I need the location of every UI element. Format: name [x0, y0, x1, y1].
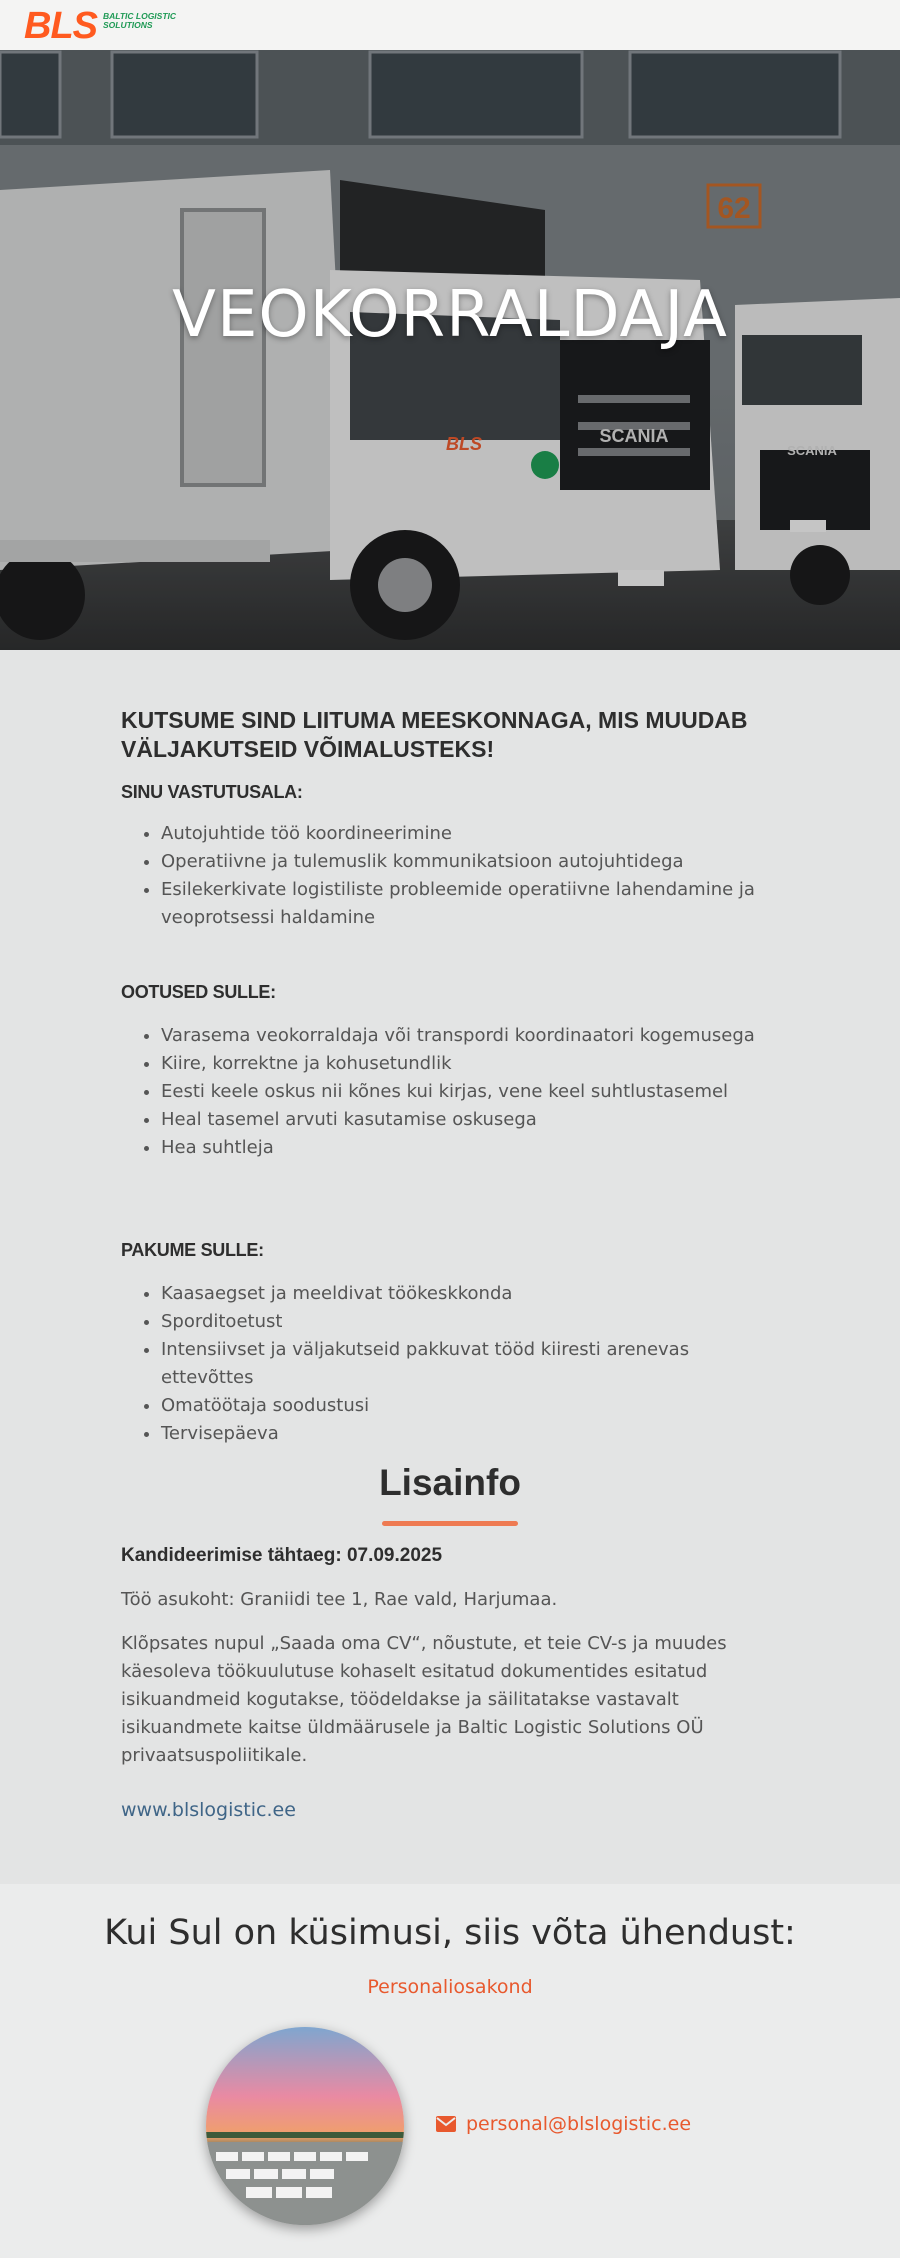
application-deadline: Kandideerimise tähtaeg: 07.09.2025 [121, 1545, 443, 1566]
list-item: • Operatiivne ja tulemuslik kommunikatsioon autojuhtidega [161, 848, 781, 876]
contact-email-link[interactable] [436, 2113, 691, 2135]
logo-mark: BLS [24, 5, 97, 47]
work-location: Töö asukoht: Graniidi tee 1, Rae vald, Harjumaa. [121, 1589, 558, 1610]
expectations-list [121, 1022, 781, 1162]
responsibilities-list [121, 820, 781, 932]
contact-email-text: personal@blslogistic.ee [466, 2113, 692, 2135]
list-item: • Kiire, korrektne ja kohusetundlik [161, 1050, 781, 1078]
logo-subtitle [103, 12, 176, 30]
aerial-terminal-image [206, 2027, 404, 2225]
contact-department: Personaliosakond [367, 1976, 533, 1998]
section-title-offer: PAKUME SULLE: [121, 1240, 264, 1260]
logo-subtitle-line1: BALTIC LOGISTIC [103, 11, 177, 21]
svg-text:SCANIA: SCANIA [787, 443, 837, 458]
list-item: • Intensiivset ja väljakutseid pakkuvat tööd kiiresti arenevas ettevõttes [161, 1336, 781, 1392]
svg-text:62: 62 [717, 192, 751, 225]
list-item: • Hea suhtleja [161, 1134, 781, 1162]
list-item: • Varasema veokorraldaja või transpordi koordinaatori kogemusega [161, 1022, 781, 1050]
info-title-underline [382, 1521, 518, 1526]
hero-banner [0, 50, 900, 650]
section-title-expectations: OOTUSED SULLE: [121, 982, 276, 1002]
envelope-icon [436, 2116, 456, 2132]
logo-subtitle-line2: SOLUTIONS [103, 20, 153, 30]
bls-logo[interactable] [24, 6, 176, 46]
website-link[interactable]: www.blslogistic.ee [121, 1799, 296, 1821]
list-item: • Kaasaegset ja meeldivat töökeskkonda [161, 1280, 781, 1308]
contact-title: Kui Sul on küsimusi, siis võta ühendust: [104, 1913, 796, 1953]
list-item: • Tervisepäeva [161, 1420, 781, 1448]
svg-text:BLS: BLS [446, 434, 482, 454]
job-headline: KUTSUME SIND LIITUMA MEESKONNAGA, MIS MUUDAB VÄLJAKUTSEID VÕIMALUSTEKS! [121, 707, 748, 762]
list-item: • Autojuhtide töö koordineerimine [161, 820, 781, 848]
privacy-notice: Klõpsates nupul „Saada oma CV“, nõustute, et teie CV-s ja muudes käesoleva töökuulutuse kohaselt esitatud dokumentides esitatud isikuandmeid kogutakse, töödeldakse ja säilitatakse vastavalt isikuandmete kaitse üldmäärusele ja Baltic Logistic Solutions OÜ privaatsuspoliitikale. [121, 1633, 727, 1766]
list-item: • Omatöötaja soodustusi [161, 1392, 781, 1420]
list-item: • Esilekerkivate logistiliste probleemide operatiivne lahendamine ja veoprotsessi haldamine [161, 876, 781, 932]
top-header [0, 0, 900, 51]
contact-photo [206, 2027, 404, 2225]
hero-title: VEOKORRALDAJA [172, 278, 728, 352]
list-item: • Eesti keele oskus nii kõnes kui kirjas, vene keel suhtlustasemel [161, 1078, 781, 1106]
offer-list [121, 1280, 781, 1448]
info-title: Lisainfo [379, 1462, 521, 1503]
list-item: • Heal tasemel arvuti kasutamise oskusega [161, 1106, 781, 1134]
svg-text:SCANIA: SCANIA [599, 426, 669, 446]
list-item: • Sporditoetust [161, 1308, 781, 1336]
section-title-responsibilities: SINU VASTUTUSALA: [121, 782, 303, 802]
